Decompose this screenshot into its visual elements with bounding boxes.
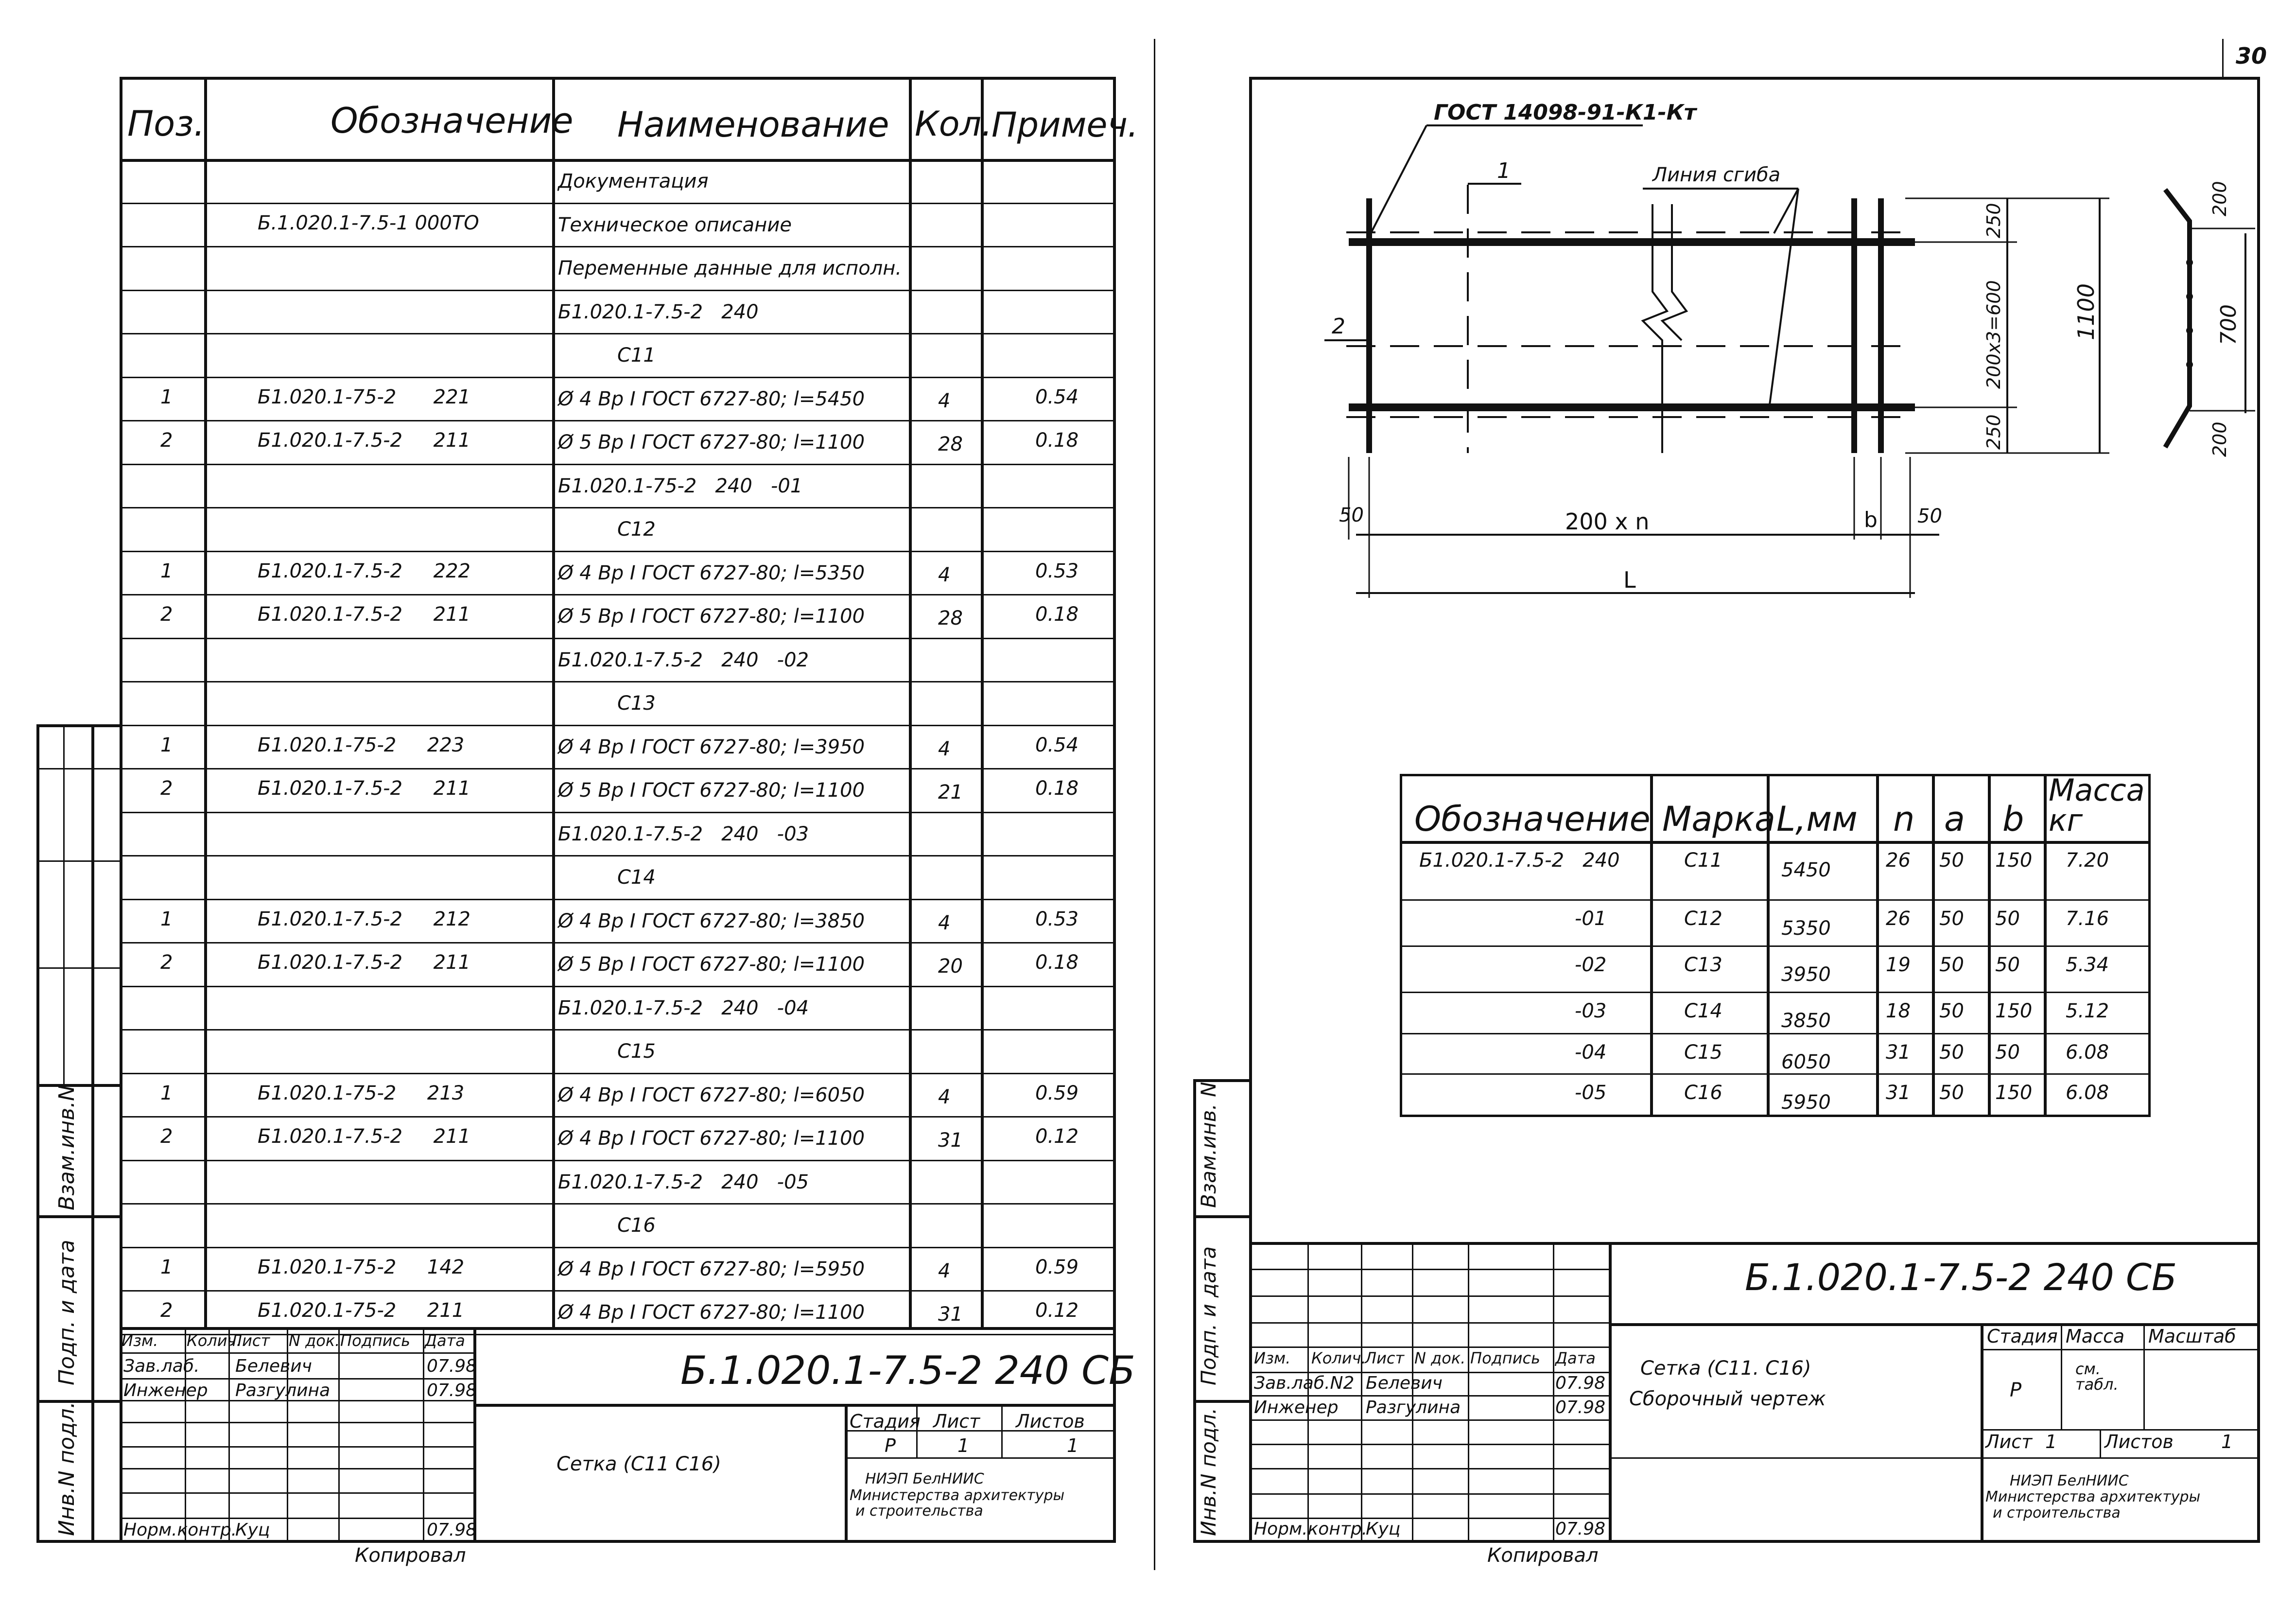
row-note: 0.18: [1035, 951, 1079, 974]
variant-cell: 50: [1995, 908, 2020, 930]
row-designation: Б1.020.1-7.5-2 211: [258, 603, 470, 626]
row-designation: Б1.020.1-7.5-2 211: [258, 777, 470, 800]
row-pos: 1: [160, 1256, 173, 1278]
variant-cell: 31: [1886, 1082, 1911, 1104]
variant-cell: С13: [1684, 954, 1722, 976]
stamp-row: [1249, 1322, 1609, 1324]
stamp-right-row-2: [1981, 1349, 2260, 1350]
variant-header: L,мм: [1776, 799, 1858, 839]
stamp2-title-1: Сетка (С11. С16): [1640, 1357, 1811, 1380]
stamp2-org-2: Министерства архитектуры: [1985, 1488, 2201, 1505]
row-pos: 1: [160, 385, 173, 408]
row-note: 0.54: [1035, 385, 1079, 408]
row-name: Ø 4 Вр I ГОСТ 6727-80; l=6050: [558, 1084, 865, 1106]
variant-row: [1400, 1033, 2151, 1034]
stamp2-name-1: Белевич: [1366, 1373, 1443, 1393]
row-designation: Б1.020.1-7.5-2 211: [258, 951, 470, 974]
stamp-role-3: Норм.контр.: [123, 1520, 237, 1540]
row-name: Ø 4 Вр I ГОСТ 6727-80; l=5450: [558, 387, 865, 410]
row-name: С13: [617, 692, 656, 715]
dim-50-right: 50: [1917, 505, 1942, 527]
header-qty: Кол.: [915, 104, 992, 144]
stamp2-role-1: Зав.лаб.N2: [1254, 1373, 1355, 1393]
stamp-head: Лист: [230, 1331, 270, 1350]
stamp2-code: Б.1.020.1-7.5-2 240 СБ: [1745, 1256, 2177, 1299]
page-number: 30: [2236, 43, 2267, 69]
row-name: Б1.020.1-7.5-2 240 -05: [558, 1171, 809, 1193]
side-strip-2-line-1: [1193, 1215, 1249, 1218]
row-name: Б1.020.1-75-2 240 -01: [558, 474, 803, 497]
row-pos: 2: [160, 1125, 173, 1148]
stamp2-mass: см. табл.: [2075, 1360, 2119, 1394]
row-note: 0.12: [1035, 1125, 1079, 1148]
stamp-row: [1249, 1444, 1609, 1445]
dim-1100: 1100: [2073, 283, 2099, 340]
variant-cell: 5.34: [2066, 954, 2109, 976]
row-qty: 4: [938, 911, 951, 934]
row-name: С11: [617, 344, 656, 367]
stamp-sheets-label: Листов: [1016, 1411, 1085, 1432]
row-name: Б1.020.1-7.5-2 240 -02: [558, 648, 809, 671]
variant-cell: С15: [1684, 1041, 1722, 1064]
stamp-name-2: Разгулина: [235, 1381, 330, 1400]
stamp-head: Подпись: [340, 1331, 410, 1350]
variant-header: n: [1893, 799, 1915, 839]
stamp-sheet: 1: [957, 1435, 970, 1456]
stamp2-date-3: 07.98: [1555, 1519, 1606, 1539]
stamp2-org-1: НИЭП БелНИИС: [2010, 1472, 2129, 1489]
stamp-date-2: 07.98: [427, 1381, 477, 1400]
variant-cell: 6050: [1781, 1051, 1831, 1073]
row-designation: Б1.020.1-75-2 142: [258, 1256, 465, 1278]
variant-cell: 26: [1886, 849, 1911, 872]
row-pos: 2: [160, 951, 173, 974]
variant-cell: 150: [1995, 849, 2033, 872]
row-name: Б1.020.1-7.5-2 240 -04: [558, 996, 809, 1019]
variant-cell: С14: [1684, 1000, 1722, 1022]
variant-cell: 3850: [1781, 1010, 1831, 1032]
row-name: Техническое описание: [558, 213, 792, 236]
row-name: Ø 4 Вр I ГОСТ 6727-80; l=1100: [558, 1301, 865, 1324]
stamp-code: Б.1.020.1-7.5-2 240 СБ: [680, 1348, 1135, 1393]
variant-cell: 50: [1939, 908, 1964, 930]
row-pos: 2: [160, 429, 173, 452]
variant-cell: 7.20: [2066, 849, 2109, 872]
dim-700: 700: [2216, 304, 2241, 345]
drawing-gost: ГОСТ 14098-91-К1-Кт: [1434, 100, 1697, 125]
row-note: 0.59: [1035, 1082, 1079, 1104]
side2-label-2: Подп. и дата: [1197, 1246, 1220, 1385]
header-note: Примеч.: [991, 105, 1139, 145]
stamp-row: [1249, 1295, 1609, 1297]
stamp2-head: Подпись: [1470, 1349, 1540, 1367]
variant-cell: С16: [1684, 1082, 1722, 1104]
variant-cell: 50: [1939, 1041, 1964, 1064]
stamp-right-col: [1981, 1323, 1983, 1543]
stamp-row: [1249, 1419, 1609, 1421]
row-name: Ø 5 Вр I ГОСТ 6727-80; l=1100: [558, 953, 865, 976]
variant-cell: -04: [1575, 1041, 1607, 1064]
stamp2-head: Изм.: [1254, 1349, 1291, 1367]
variant-cell: 50: [1939, 1000, 1964, 1022]
row-note: 0.12: [1035, 1299, 1079, 1322]
stamp2-head: Дата: [1555, 1349, 1596, 1367]
row-pos: 2: [160, 777, 173, 800]
stamp-head: N док.: [289, 1331, 340, 1350]
variant-cell: 50: [1939, 954, 1964, 976]
row-qty: 31: [938, 1129, 963, 1152]
row-pos: 1: [160, 559, 173, 582]
stamp-org-3: и строительства: [855, 1503, 983, 1520]
row-name: С14: [617, 866, 656, 889]
stamp-col: [1553, 1242, 1554, 1543]
stamp-title: Сетка (С11 С16): [557, 1453, 721, 1475]
variant-row: [1400, 945, 2151, 947]
variant-cell: 50: [1939, 1082, 1964, 1104]
stamp2-head: Колич.: [1311, 1349, 1366, 1367]
header-name: Наименование: [617, 104, 889, 145]
stamp2-head: Лист: [1365, 1349, 1405, 1367]
header-designation: Обозначение: [330, 100, 574, 141]
row-designation: Б1.020.1-75-2 213: [258, 1082, 465, 1104]
side2-label-3: Инв.N подл.: [1197, 1407, 1220, 1536]
variant-row: [1400, 841, 2151, 844]
dim-b: b: [1864, 507, 1878, 532]
row-note: 0.59: [1035, 1256, 1079, 1278]
variant-cell: -03: [1575, 1000, 1607, 1022]
row-name: Ø 4 Вр I ГОСТ 6727-80; l=5350: [558, 561, 865, 584]
variant-cell: 50: [1995, 954, 2020, 976]
row-qty: 28: [938, 433, 963, 455]
variant-header: Обозначение: [1414, 799, 1651, 839]
row-qty: 31: [938, 1303, 963, 1326]
stamp-sheet-label: Лист: [933, 1411, 980, 1432]
variant-cell: 5.12: [2066, 1000, 2109, 1022]
row-note: 0.53: [1035, 908, 1079, 930]
row-name: С12: [617, 518, 656, 541]
dim-250-top: 250: [1983, 203, 2004, 238]
row-note: 0.18: [1035, 603, 1079, 626]
variant-cell: С12: [1684, 908, 1722, 930]
stamp-stage: Р: [885, 1435, 896, 1456]
stamp2-role-2: Инженер: [1254, 1398, 1339, 1417]
stamp2-sheet-label: Лист: [1985, 1431, 2033, 1452]
stamp-row: [1249, 1269, 1609, 1270]
stamp-row: [1249, 1395, 1609, 1397]
variant-cell: 5350: [1781, 917, 1831, 940]
stamp2-name-2: Разгулина: [1366, 1398, 1461, 1417]
row-pos: 2: [160, 1299, 173, 1322]
stamp2-title-2: Сборочный чертеж: [1629, 1388, 1826, 1410]
row-qty: 21: [938, 781, 963, 804]
stamp-head: Колич.: [187, 1331, 242, 1350]
stamp-org-2: Министерства архитектуры: [850, 1487, 1065, 1504]
row-name: Переменные данные для исполн.: [558, 257, 902, 280]
stamp-head: Изм.: [122, 1331, 158, 1350]
row-designation: Б1.020.1-75-2 211: [258, 1299, 465, 1322]
row-name: Ø 5 Вр I ГОСТ 6727-80; l=1100: [558, 779, 865, 802]
row-note: 0.54: [1035, 734, 1079, 756]
side-strip-2-line-2: [1193, 1400, 1249, 1403]
stamp2-sheets: 1: [2221, 1431, 2233, 1452]
row-qty: 28: [938, 607, 963, 629]
dim-200-top: 200: [2209, 181, 2230, 216]
variant-cell: -01: [1575, 908, 1607, 930]
drawing-bend-line: Линия сгиба: [1652, 164, 1781, 186]
row-name: Б1.020.1-7.5-2 240: [558, 300, 759, 323]
variant-row: [1400, 899, 2151, 901]
stamp-right-col-2: [2061, 1323, 2062, 1429]
row-pos: 1: [160, 734, 173, 756]
stamp-org-1: НИЭП БелНИИС: [865, 1470, 984, 1487]
header-pos: Поз.: [127, 103, 205, 144]
stamp-right-col-4: [2100, 1429, 2101, 1457]
dim-mid: 200х3=600: [1983, 280, 2004, 389]
stamp-name-3: Куц: [235, 1520, 270, 1540]
stamp2-date-2: 07.98: [1555, 1398, 1606, 1417]
row-qty: 4: [938, 737, 951, 760]
drawing-mark-1: 1: [1497, 158, 1511, 183]
variant-cell: 18: [1886, 1000, 1911, 1022]
row-name: Ø 5 Вр I ГОСТ 6727-80; l=1100: [558, 605, 865, 628]
stamp2-copied: Копировал: [1487, 1544, 1599, 1567]
row-note: 0.18: [1035, 429, 1079, 452]
variant-cell: 3950: [1781, 963, 1831, 986]
row-pos: 1: [160, 908, 173, 930]
stamp2-top: [1249, 1242, 2260, 1245]
stamp2-stage-label: Стадия: [1987, 1326, 2058, 1347]
stamp2-scale-label: Масштаб: [2148, 1326, 2236, 1347]
variant-cell: 5950: [1781, 1091, 1831, 1114]
row-qty: 4: [938, 1085, 951, 1108]
side2-label-1: Взам.инв. N: [1197, 1082, 1220, 1208]
variant-header: Масса кг: [2049, 772, 2145, 838]
dim-200n: 200 х n: [1565, 508, 1650, 535]
variant-cell: 7.16: [2066, 908, 2109, 930]
row-note: 0.53: [1035, 559, 1079, 582]
variant-row: [1400, 992, 2151, 993]
variant-cell: 6.08: [2066, 1082, 2109, 1104]
row-note: 0.18: [1035, 777, 1079, 800]
stamp-date-1: 07.98: [427, 1356, 477, 1376]
row-qty: 4: [938, 1259, 951, 1282]
variant-header: a: [1944, 799, 1965, 839]
variant-cell: 5450: [1781, 859, 1831, 881]
row-name: Ø 4 Вр I ГОСТ 6727-80; l=3950: [558, 735, 865, 758]
variant-cell: -05: [1575, 1082, 1607, 1104]
row-name: Ø 4 Вр I ГОСТ 6727-80; l=3850: [558, 909, 865, 932]
stamp-col: [1361, 1242, 1362, 1543]
row-designation: Б1.020.1-7.5-2 211: [258, 429, 470, 452]
variant-cell: 50: [1995, 1041, 2020, 1064]
row-designation: Б1.020.1-7.5-2 212: [258, 908, 470, 930]
row-designation: Б.1.020.1-7.5-1 000ТО: [258, 211, 479, 234]
dim-50-left: 50: [1339, 504, 1364, 526]
variant-cell: 26: [1886, 908, 1911, 930]
dim-L: L: [1623, 567, 1636, 593]
row-name: Ø 4 Вр I ГОСТ 6727-80; l=5950: [558, 1258, 865, 1280]
side-label-1: Взам.инв.N: [54, 1085, 79, 1210]
variant-cell: 150: [1995, 1082, 2033, 1104]
stamp-row: [1249, 1468, 1609, 1469]
variant-cell: 6.08: [2066, 1041, 2109, 1064]
variant-cell: Б1.020.1-7.5-2 240: [1419, 849, 1620, 872]
drawing-mark-2: 2: [1332, 314, 1345, 339]
variant-cell: 150: [1995, 1000, 2033, 1022]
row-name: С16: [617, 1214, 656, 1237]
stamp-role-1: Зав.лаб.: [123, 1356, 200, 1376]
stamp2-name-3: Куц: [1366, 1519, 1401, 1539]
row-designation: Б1.020.1-7.5-2 211: [258, 1125, 470, 1148]
dim-250-bot: 250: [1983, 414, 2004, 450]
stamp-col-main: [1609, 1242, 1612, 1543]
stamp2-date-1: 07.98: [1555, 1373, 1606, 1393]
stamp-copied: Копировал: [355, 1544, 466, 1567]
stamp-date-3: 07.98: [427, 1520, 477, 1540]
stamp-right-row-4: [1609, 1457, 2260, 1459]
row-name: С15: [617, 1040, 656, 1063]
stamp-stage-label: Стадия: [850, 1411, 921, 1432]
stamp-name-1: Белевич: [235, 1356, 312, 1376]
variant-cell: -02: [1575, 954, 1607, 976]
variant-cell: С11: [1684, 849, 1722, 872]
row-name: Б1.020.1-7.5-2 240 -03: [558, 822, 809, 845]
row-designation: Б1.020.1-75-2 223: [258, 734, 465, 756]
stamp-right-row-3: [1981, 1429, 2260, 1431]
row-designation: Б1.020.1-7.5-2 222: [258, 559, 470, 582]
row-name: Ø 5 Вр I ГОСТ 6727-80; l=1100: [558, 431, 865, 454]
stamp-sheets: 1: [1067, 1435, 1079, 1456]
side-label-2: Подп. и дата: [54, 1240, 79, 1385]
row-name: Ø 4 Вр I ГОСТ 6727-80; l=1100: [558, 1127, 865, 1150]
variant-cell: 50: [1939, 849, 1964, 872]
dim-200-bot: 200: [2209, 421, 2230, 457]
stamp2-stage: Р: [2010, 1379, 2022, 1401]
variant-cell: 19: [1886, 954, 1911, 976]
row-qty: 4: [938, 389, 951, 412]
row-designation: Б1.020.1-75-2 221: [258, 385, 470, 408]
stamp-col: [1468, 1242, 1469, 1543]
row-qty: 20: [938, 955, 963, 978]
row-qty: 4: [938, 563, 951, 586]
variant-header: Марка: [1662, 799, 1775, 839]
stamp2-sheet: 1: [2045, 1431, 2057, 1452]
side-label-3: Инв.N подл.: [54, 1401, 79, 1536]
row-pos: 2: [160, 603, 173, 626]
stamp2-head: N док.: [1414, 1349, 1466, 1367]
stamp2-sheets-label: Листов: [2105, 1431, 2174, 1452]
stamp-head: Дата: [425, 1331, 465, 1350]
stamp2-mass-label: Масса: [2066, 1326, 2125, 1347]
stamp2-role-3: Норм.контр.: [1254, 1519, 1368, 1539]
variant-cell: 31: [1886, 1041, 1911, 1064]
stamp-role-2: Инженер: [123, 1381, 208, 1400]
row-name: Документация: [558, 170, 709, 192]
stamp2-org-3: и строительства: [1993, 1504, 2121, 1521]
variant-row: [1400, 1073, 2151, 1075]
row-pos: 1: [160, 1082, 173, 1104]
stamp-row: [1249, 1493, 1609, 1495]
variant-header: b: [2002, 799, 2024, 839]
stamp-right-col-3: [2143, 1323, 2145, 1429]
stamp-row: [1249, 1346, 1609, 1348]
